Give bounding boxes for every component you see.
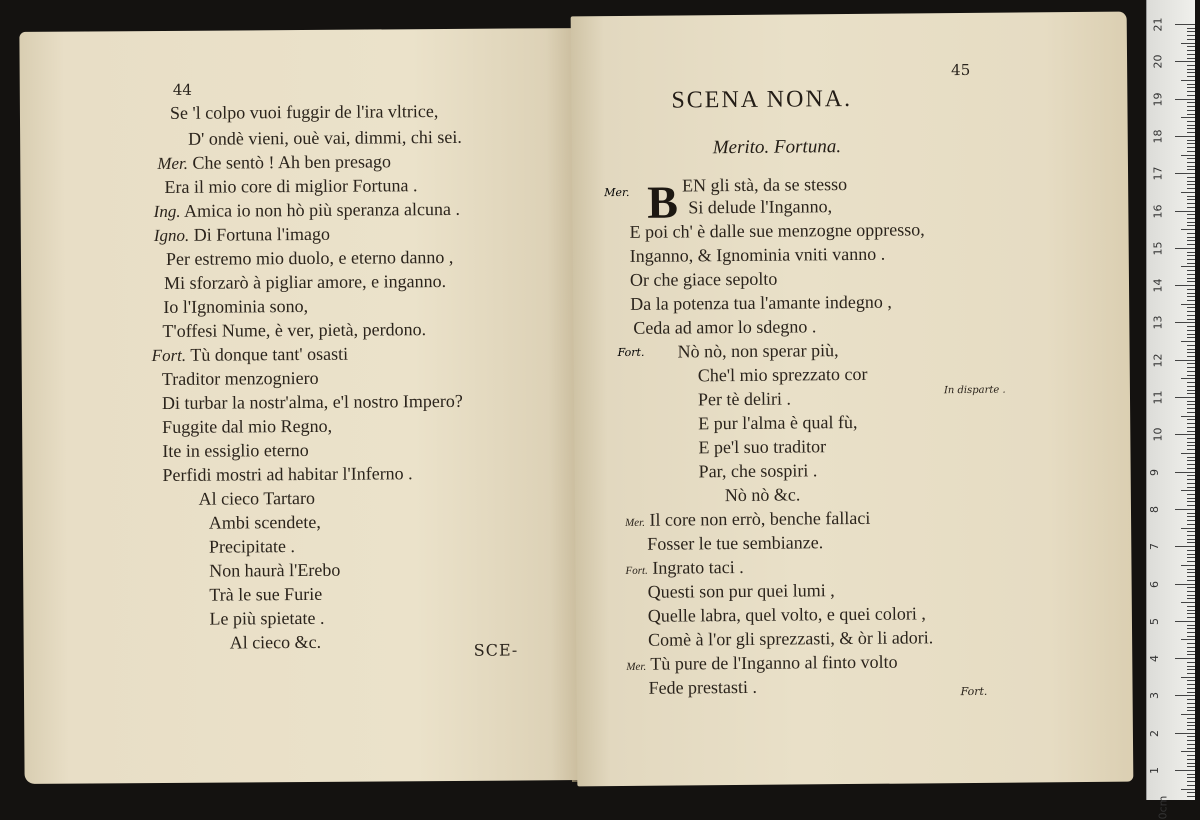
speaker-label: Fort. (151, 345, 187, 366)
text-line: D' ondè vieni, ouè vai, dimmi, chi sei. (188, 126, 462, 149)
ruler-tick (1187, 707, 1195, 708)
text-line: Era il mio core di miglior Fortuna . (164, 175, 418, 197)
ruler-tick (1187, 349, 1195, 350)
ruler-tick (1187, 759, 1195, 760)
ruler-number: 17 (1151, 166, 1165, 181)
ruler-tick (1187, 606, 1195, 607)
ruler-tick (1187, 72, 1195, 73)
ruler-tick (1187, 617, 1195, 618)
ruler-tick (1175, 695, 1195, 696)
ruler-tick (1187, 35, 1195, 36)
ruler-tick (1187, 554, 1195, 555)
ruler-tick (1187, 196, 1195, 197)
ruler-tick (1187, 557, 1195, 558)
ruler-tick (1187, 412, 1195, 413)
ruler-tick (1187, 475, 1195, 476)
ruler-tick (1187, 781, 1195, 782)
ruler-tick (1187, 763, 1195, 764)
ruler-tick (1187, 307, 1195, 308)
speaker-label: Igno. (153, 225, 190, 246)
speaker-label: Mer. (625, 516, 645, 529)
ruler-tick (1187, 143, 1195, 144)
ruler-tick (1175, 211, 1195, 212)
ruler-tick (1181, 751, 1195, 752)
ruler-tick (1181, 117, 1195, 118)
text-line: Quelle labra, quel volto, e quei colori , (647, 603, 926, 626)
ruler-tick (1187, 774, 1195, 775)
ruler-tick (1181, 490, 1195, 491)
ruler-tick (1187, 233, 1195, 234)
text-line: Al cieco &c. (229, 631, 322, 653)
text-line: Fede prestasti . (648, 676, 758, 698)
ruler-tick (1187, 647, 1195, 648)
ruler-tick (1187, 203, 1195, 204)
ruler-tick (1187, 214, 1195, 215)
ruler-tick (1187, 651, 1195, 652)
ruler-tick (1181, 304, 1195, 305)
ruler-tick (1187, 699, 1195, 700)
ruler-tick (1187, 371, 1195, 372)
ruler-tick (1187, 595, 1195, 596)
ruler-number: 18 (1151, 129, 1165, 144)
ruler-tick (1187, 345, 1195, 346)
ruler-tick (1175, 733, 1195, 734)
ruler-number: 6 (1148, 580, 1161, 588)
ruler-tick (1187, 483, 1195, 484)
ruler-tick (1175, 434, 1195, 435)
ruler-tick (1187, 479, 1195, 480)
ruler-tick (1187, 293, 1195, 294)
text-line: Di turbar la nostr'alma, e'l nostro Impero? (161, 390, 463, 413)
ruler-tick (1181, 229, 1195, 230)
ruler-tick (1187, 501, 1195, 502)
text-line: Questi son pur quei lumi , (647, 580, 835, 602)
ruler-tick (1175, 173, 1195, 174)
ruler-tick (1187, 628, 1195, 629)
ruler-tick (1175, 285, 1195, 286)
ruler-tick (1187, 69, 1195, 70)
ruler-tick (1187, 169, 1195, 170)
ruler-tick (1187, 102, 1195, 103)
ruler-tick (1181, 378, 1195, 379)
ruler-tick (1187, 792, 1195, 793)
ruler-tick (1187, 464, 1195, 465)
ruler-tick (1187, 382, 1195, 383)
text-line: Se 'l colpo vuoi fuggir de l'ira vltrice, (169, 101, 439, 123)
text-line: Ceda ad amor lo sdegno . (633, 316, 817, 338)
ruler-tick (1175, 99, 1195, 100)
ruler-number: 13 (1151, 315, 1165, 330)
ruler-tick (1187, 259, 1195, 260)
ruler-tick (1187, 401, 1195, 402)
ruler-tick (1187, 598, 1195, 599)
ruler-tick (1187, 505, 1195, 506)
text-line: Fort. Tù donque tant' osasti (151, 343, 349, 366)
text-line: T'offesi Nume, è ver, pietà, perdono. (162, 319, 427, 341)
text-line: Nò nò &c. (724, 484, 801, 506)
scene-title: SCENA NONA. (671, 85, 853, 114)
ruler-tick (1187, 610, 1195, 611)
ruler-tick (1187, 703, 1195, 704)
ruler-tick (1187, 729, 1195, 730)
ruler-tick (1187, 244, 1195, 245)
ruler-tick (1187, 572, 1195, 573)
ruler-tick (1187, 199, 1195, 200)
ruler-number: 14 (1151, 278, 1165, 293)
text-line: Ambi scendete, (208, 511, 321, 533)
measurement-ruler (1146, 0, 1195, 820)
ruler-tick (1187, 796, 1195, 797)
ruler-tick (1187, 334, 1195, 335)
ruler-tick (1187, 636, 1195, 637)
ruler-tick (1187, 662, 1195, 663)
ruler-tick (1181, 714, 1195, 715)
ruler-number: 12 (1151, 353, 1165, 368)
ruler-tick (1187, 319, 1195, 320)
ruler-tick (1187, 587, 1195, 588)
ruler-tick (1187, 50, 1195, 51)
ruler-tick (1187, 237, 1195, 238)
ruler-tick (1187, 367, 1195, 368)
ruler-tick (1187, 408, 1195, 409)
ruler-tick (1187, 218, 1195, 219)
ruler-number: 10 (1151, 427, 1165, 442)
ruler-tick (1187, 356, 1195, 357)
ruler-tick (1187, 393, 1195, 394)
ruler-tick (1175, 584, 1195, 585)
ruler-tick (1181, 677, 1195, 678)
ruler-tick (1175, 360, 1195, 361)
ruler-number: 11 (1151, 390, 1165, 405)
ruler-tick (1187, 785, 1195, 786)
ruler-tick (1187, 54, 1195, 55)
text-line: Per estremo mio duolo, e eterno danno , (165, 246, 454, 269)
drop-capital: B (647, 176, 679, 228)
ruler-tick (1187, 550, 1195, 551)
ruler-tick (1187, 487, 1195, 488)
ruler-tick (1187, 591, 1195, 592)
ruler-tick (1187, 744, 1195, 745)
ruler-tick (1181, 602, 1195, 603)
ruler-tick (1187, 404, 1195, 405)
ruler-tick (1187, 270, 1195, 271)
ruler-tick (1187, 431, 1195, 432)
ruler-tick (1187, 110, 1195, 111)
ruler-tick (1187, 494, 1195, 495)
text-line: Par, che sospiri . (698, 460, 818, 482)
ruler-tick (1187, 28, 1195, 29)
ruler-tick (1187, 151, 1195, 152)
text-line: E poi ch' è dalle sue menzogne oppresso, (629, 219, 925, 242)
ruler-tick (1187, 445, 1195, 446)
ruler-tick (1187, 748, 1195, 749)
ruler-tick (1187, 460, 1195, 461)
left-page (19, 28, 584, 784)
ruler-tick (1181, 266, 1195, 267)
ruler-tick (1187, 76, 1195, 77)
ruler-tick (1187, 688, 1195, 689)
text-line: Nò nò, non sperar più, (677, 340, 839, 362)
ruler-tick (1187, 524, 1195, 525)
ruler-tick (1175, 770, 1195, 771)
ruler-tick (1187, 337, 1195, 338)
ruler-tick (1187, 766, 1195, 767)
text-line: Fosser le tue sembianze. (647, 532, 824, 554)
ruler-tick (1187, 722, 1195, 723)
ruler-tick (1187, 114, 1195, 115)
text-line: E pur l'alma è qual fù, (698, 411, 858, 434)
catchword: Fort. (960, 684, 988, 699)
text-line: EN gli stà, da se stesso (682, 174, 848, 196)
ruler-tick (1187, 777, 1195, 778)
ruler-tick (1187, 177, 1195, 178)
text-line: Trà le sue Furie (209, 583, 323, 605)
ruler-tick (1187, 65, 1195, 66)
ruler-tick (1181, 155, 1195, 156)
ruler-tick (1187, 326, 1195, 327)
text-line: Per tè deliri . (697, 388, 792, 410)
ruler-tick (1187, 181, 1195, 182)
speaker-label: Mer. (604, 185, 630, 200)
ruler-tick (1187, 643, 1195, 644)
ruler-tick (1187, 140, 1195, 141)
ruler-tick (1175, 397, 1195, 398)
ruler-tick (1187, 162, 1195, 163)
ruler-tick (1187, 654, 1195, 655)
ruler-tick (1187, 684, 1195, 685)
ruler-number: 19 (1151, 92, 1165, 107)
ruler-number: 2 (1148, 729, 1161, 737)
ruler-tick (1187, 561, 1195, 562)
text-line: Io l'Ignominia sono, (163, 295, 309, 317)
ruler-tick (1187, 457, 1195, 458)
ruler-tick (1175, 61, 1195, 62)
ruler-tick (1187, 632, 1195, 633)
ruler-tick (1175, 621, 1195, 622)
ruler-tick (1187, 531, 1195, 532)
speaker-label: Ing. (153, 201, 181, 222)
text-line: Al cieco Tartaro (198, 487, 316, 509)
speaker-label: Fort. (617, 345, 645, 360)
ruler-tick (1187, 535, 1195, 536)
ruler-tick (1187, 669, 1195, 670)
ruler-number: 8 (1148, 505, 1161, 513)
ruler-tick (1187, 740, 1195, 741)
text-line: Comè à l'or gli sprezzasti, & òr li adori. (648, 627, 934, 650)
text-line: Le più spietate . (209, 607, 325, 629)
ruler-number: 21 (1151, 17, 1165, 32)
text-line: Mer. Che sentò ! Ah ben presago (157, 151, 392, 174)
ruler-tick (1187, 498, 1195, 499)
ruler-tick (1187, 278, 1195, 279)
text-line: Non haurà l'Erebo (209, 559, 341, 581)
text-line: Fort. Ingrato taci . (625, 556, 744, 578)
ruler-tick (1181, 565, 1195, 566)
ruler-tick (1181, 192, 1195, 193)
ruler-tick (1187, 710, 1195, 711)
ruler-number: 0cm (1156, 795, 1170, 820)
text-line: Igno. Di Fortuna l'imago (153, 223, 331, 246)
ruler-tick (1187, 419, 1195, 420)
text-line: Traditor menzogniero (161, 367, 319, 389)
ruler-tick (1187, 274, 1195, 275)
ruler-tick (1187, 311, 1195, 312)
ruler-tick (1175, 322, 1195, 323)
ruler-tick (1187, 225, 1195, 226)
ruler-tick (1187, 31, 1195, 32)
text-line: Mer. Il core non errò, benche fallaci (625, 507, 871, 530)
ruler-tick (1175, 136, 1195, 137)
ruler-tick (1187, 442, 1195, 443)
ruler-number: 9 (1148, 468, 1161, 476)
ruler-tick (1187, 330, 1195, 331)
ruler-tick (1187, 390, 1195, 391)
ruler-tick (1187, 375, 1195, 376)
ruler-tick (1187, 121, 1195, 122)
ruler-tick (1187, 281, 1195, 282)
ruler-tick (1187, 106, 1195, 107)
ruler-tick (1187, 240, 1195, 241)
ruler-tick (1187, 84, 1195, 85)
ruler-tick (1187, 91, 1195, 92)
ruler-tick (1187, 725, 1195, 726)
ruler-tick (1181, 789, 1195, 790)
ruler-tick (1187, 736, 1195, 737)
text-line: Or che giace sepolto (629, 268, 778, 290)
text-line: Che'l mio sprezzato cor (697, 363, 868, 386)
ruler-tick (1187, 296, 1195, 297)
ruler-tick (1187, 625, 1195, 626)
page-number-right: 45 (951, 60, 971, 80)
text-line: Inganno, & Ignominia vniti vanno . (629, 243, 886, 266)
speaker-label: Mer. (626, 660, 647, 673)
speaker-label: Fort. (625, 564, 648, 577)
ruler-tick (1187, 132, 1195, 133)
ruler-tick (1187, 516, 1195, 517)
text-line: Ite in essiglio eterno (162, 439, 309, 461)
ruler-number: 4 (1148, 655, 1161, 663)
ruler-tick (1187, 666, 1195, 667)
ruler-tick (1181, 639, 1195, 640)
ruler-tick (1187, 39, 1195, 40)
ruler-tick (1187, 438, 1195, 439)
ruler-tick (1187, 718, 1195, 719)
text-line: Da la potenza tua l'amante indegno , (630, 291, 892, 314)
ruler-tick (1187, 755, 1195, 756)
ruler-tick (1187, 289, 1195, 290)
ruler-tick (1187, 352, 1195, 353)
text-line: E pe'l suo traditor (698, 436, 827, 458)
ruler-tick (1187, 95, 1195, 96)
ruler-tick (1181, 528, 1195, 529)
ruler-tick (1187, 423, 1195, 424)
text-line: Precipitate . (208, 536, 296, 557)
text-line: Perfidi mostri ad habitar l'Inferno . (162, 463, 413, 485)
ruler-tick (1181, 416, 1195, 417)
ruler-tick (1187, 468, 1195, 469)
ruler-number: 5 (1148, 617, 1161, 625)
ruler-tick (1187, 252, 1195, 253)
ruler-tick (1187, 576, 1195, 577)
right-page (571, 12, 1134, 787)
ruler-tick (1187, 222, 1195, 223)
ruler-tick (1187, 315, 1195, 316)
ruler-tick (1187, 147, 1195, 148)
page-number-left: 44 (172, 80, 192, 99)
ruler-tick (1175, 248, 1195, 249)
text-line: Mi sforzarò à pigliar amore, e inganno. (164, 270, 447, 293)
ruler-number: 15 (1151, 241, 1165, 256)
ruler-tick (1187, 513, 1195, 514)
ruler-number: 1 (1148, 767, 1161, 774)
ruler-tick (1181, 43, 1195, 44)
ruler-tick (1187, 188, 1195, 189)
ruler-tick (1187, 363, 1195, 364)
ruler-tick (1187, 449, 1195, 450)
ruler-tick (1187, 542, 1195, 543)
ruler-tick (1187, 255, 1195, 256)
ruler-tick (1175, 509, 1195, 510)
ruler-tick (1187, 58, 1195, 59)
ruler-tick (1175, 24, 1195, 25)
ruler-tick (1175, 472, 1195, 473)
text-line: Ing. Amica io non hò più speranza alcuna . (153, 198, 461, 222)
ruler-tick (1187, 300, 1195, 301)
ruler-tick (1187, 673, 1195, 674)
ruler-tick (1187, 580, 1195, 581)
ruler-tick (1187, 263, 1195, 264)
ruler-tick (1181, 341, 1195, 342)
speaker-label: Mer. (157, 153, 189, 174)
text-line: Mer. Tù pure de l'Inganno al finto volto (626, 651, 898, 674)
ruler-tick (1187, 569, 1195, 570)
ruler-tick (1175, 546, 1195, 547)
ruler-tick (1175, 658, 1195, 659)
ruler-tick (1187, 692, 1195, 693)
ruler-number: 16 (1151, 204, 1165, 218)
ruler-number: 20 (1151, 54, 1165, 69)
ruler-number: 7 (1148, 543, 1161, 551)
ruler-tick (1187, 46, 1195, 47)
character-list: Merito. Fortuna. (712, 136, 842, 159)
text-line: Fuggite dal mio Regno, (162, 415, 333, 437)
ruler-tick (1181, 80, 1195, 81)
ruler-tick (1187, 207, 1195, 208)
ruler-tick (1187, 520, 1195, 521)
ruler-tick (1187, 184, 1195, 185)
text-line: Si delude l'Inganno, (688, 196, 833, 218)
stage-direction: In disparte . (943, 384, 1006, 397)
ruler-tick (1187, 539, 1195, 540)
ruler-tick (1187, 128, 1195, 129)
ruler-tick (1187, 386, 1195, 387)
catchword: SCE- (473, 640, 519, 660)
ruler-tick (1187, 125, 1195, 126)
ruler-number: 3 (1148, 692, 1161, 700)
ruler-tick (1187, 87, 1195, 88)
ruler-tick (1187, 166, 1195, 167)
ruler-tick (1187, 427, 1195, 428)
ruler-tick (1187, 680, 1195, 681)
ruler-tick (1181, 453, 1195, 454)
ruler-tick (1187, 613, 1195, 614)
ruler-tick (1187, 158, 1195, 159)
